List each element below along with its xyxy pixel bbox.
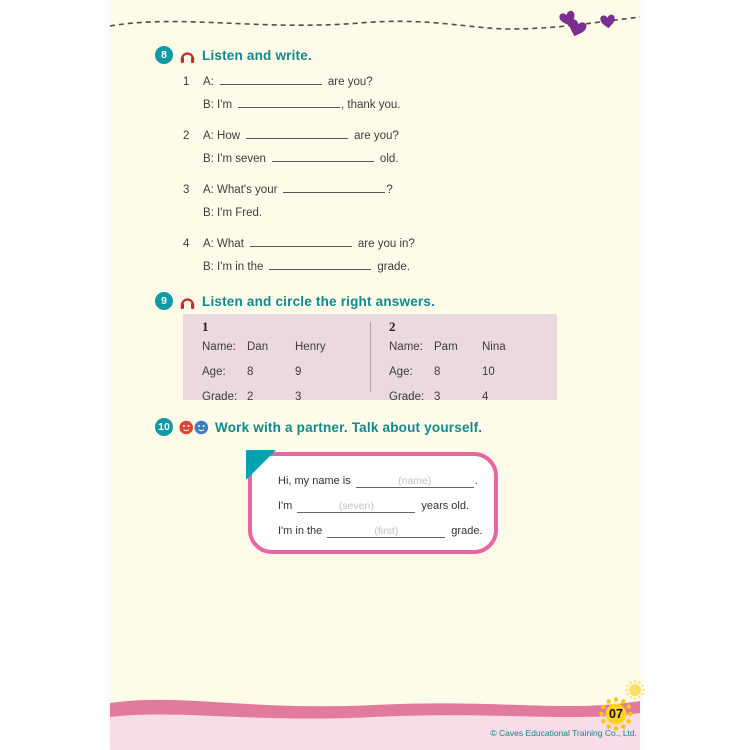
answer-blank[interactable]: (first): [327, 523, 445, 538]
dialogue-item: [183, 125, 415, 171]
answer-blank[interactable]: (seven): [297, 498, 415, 513]
line-text: .: [474, 475, 478, 487]
partner-faces-icon: [179, 420, 209, 435]
row-label: Age:: [202, 365, 226, 378]
line-text: B: I'm in the: [203, 261, 264, 273]
dialogue-line: [203, 202, 393, 225]
item-lines: [203, 125, 399, 171]
line-text: B: I'm seven: [203, 153, 266, 165]
answer-blank[interactable]: [250, 234, 352, 247]
circle-option[interactable]: Nina: [482, 340, 506, 353]
item-lines: [203, 233, 415, 279]
circle-option[interactable]: 8: [247, 365, 254, 378]
dialogue-line: [203, 148, 399, 171]
line-text: B: I'm: [203, 99, 233, 111]
answers-table: [183, 314, 557, 403]
circle-option[interactable]: 9: [295, 365, 302, 378]
item-number: 4: [183, 238, 190, 250]
line-text: A: What's your: [203, 184, 278, 196]
circle-option[interactable]: Henry: [295, 340, 326, 353]
circle-option[interactable]: Dan: [247, 340, 269, 353]
table-row: [202, 384, 370, 409]
table-row: [389, 359, 557, 384]
line-text: years old.: [421, 500, 470, 512]
dialogue-line: [203, 179, 393, 202]
workbook-page: [110, 0, 640, 750]
dialogue-line: [203, 94, 401, 117]
circle-option[interactable]: 10: [482, 365, 495, 378]
line-text: , thank you.: [341, 99, 401, 111]
table-group: [183, 314, 370, 403]
line-text: are you?: [354, 130, 399, 142]
dialogue-line: [203, 71, 401, 94]
row-label: Grade:: [202, 390, 238, 403]
item-number: 1: [183, 76, 190, 88]
row-label: Age:: [389, 365, 413, 378]
table-group: [370, 314, 557, 403]
copyright-text: © Caves Educational Training Co., Ltd.: [490, 728, 637, 738]
headphones-icon: [179, 47, 196, 64]
line-text: B: I'm Fred.: [203, 207, 263, 219]
circle-option[interactable]: 3: [434, 390, 441, 403]
circle-option[interactable]: 8: [434, 365, 441, 378]
line-text: are you?: [327, 76, 373, 88]
exercise8-heading: [155, 46, 312, 64]
page-number: 07: [609, 707, 623, 721]
exercise-number-badge: 9: [155, 292, 173, 310]
dialogue-line: [203, 125, 399, 148]
line-text: ?: [386, 184, 393, 196]
line-text: grade.: [377, 261, 410, 273]
answer-blank[interactable]: [272, 149, 374, 162]
answer-blank[interactable]: [220, 72, 322, 85]
answer-blank[interactable]: [269, 257, 371, 270]
line-text: I'm: [278, 500, 293, 512]
dialogue-line: [278, 494, 494, 519]
exercise-number-badge: 10: [155, 418, 173, 436]
row-label: Name:: [202, 340, 236, 353]
table-row: [202, 359, 370, 384]
answer-blank[interactable]: [238, 95, 340, 108]
line-text: are you in?: [357, 238, 415, 250]
exercise8-title: Listen and write.: [202, 47, 312, 63]
top-decoration: [110, 4, 640, 50]
circle-option[interactable]: 3: [295, 390, 302, 403]
row-label: Grade:: [389, 390, 425, 403]
item-number: 2: [183, 130, 190, 142]
table-group-number: 1: [202, 319, 209, 334]
exercise9-title: Listen and circle the right answers.: [202, 293, 436, 309]
line-text: grade.: [451, 525, 483, 537]
exercise10-heading: [155, 418, 482, 436]
answer-blank[interactable]: (name): [356, 473, 474, 488]
circle-option[interactable]: Pam: [434, 340, 458, 353]
item-lines: [203, 179, 393, 225]
item-lines: [203, 71, 401, 117]
row-label: Name:: [389, 340, 423, 353]
line-text: old.: [379, 153, 399, 165]
exercise10-title: Work with a partner. Talk about yourself.: [215, 419, 483, 435]
headphones-icon: [179, 293, 196, 310]
line-text: A: What: [203, 238, 244, 250]
dialogue-line: [278, 519, 494, 544]
blue-face-icon: [195, 420, 209, 434]
dialogue-line: [203, 256, 415, 279]
line-text: A: How: [203, 130, 241, 142]
exercise-number-badge: 8: [155, 46, 173, 64]
dialogue-item: [183, 233, 415, 279]
line-text: I'm in the: [278, 525, 323, 537]
dialogue-line: [278, 469, 494, 494]
dialogue-line: [203, 233, 415, 256]
dialogue-item: [183, 179, 415, 225]
line-text: Hi, my name is: [278, 475, 351, 487]
line-text: A:: [203, 76, 214, 88]
table-row: [389, 384, 557, 409]
answer-blank[interactable]: [246, 126, 348, 139]
speech-bubble: [248, 452, 498, 554]
answer-blank[interactable]: [283, 180, 385, 193]
exercise9-heading: [155, 292, 435, 310]
circle-option[interactable]: 4: [482, 390, 489, 403]
circle-option[interactable]: 2: [247, 390, 254, 403]
item-number: 3: [183, 184, 190, 196]
ex8-items: [183, 71, 415, 287]
dialogue-item: [183, 71, 415, 117]
table-row: [202, 334, 370, 359]
red-face-icon: [179, 420, 193, 434]
table-row: [389, 334, 557, 359]
table-group-number: 2: [389, 319, 396, 334]
